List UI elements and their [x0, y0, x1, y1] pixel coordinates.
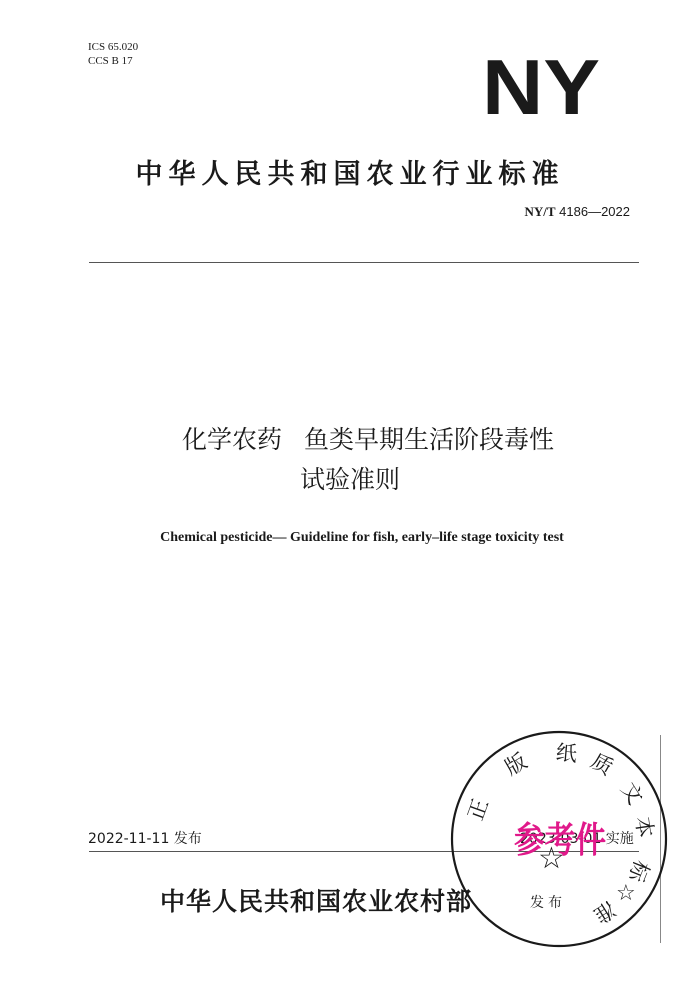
- seal-ring-char: 文: [616, 778, 648, 809]
- ics-code: ICS 65.020: [88, 41, 139, 53]
- seal-ring-char: 本: [630, 814, 658, 840]
- top-divider: [89, 262, 639, 263]
- issuing-authority-suffix: 发布: [530, 895, 566, 911]
- document-title-part1: 化学农药: [181, 425, 282, 454]
- reference-stamp-text: 参考件: [514, 820, 606, 861]
- standard-category-title: 中华人民共和国农业行业标准: [135, 159, 565, 190]
- seal-ring-char: 版: [500, 748, 532, 781]
- issuing-authority: 中华人民共和国农业农村部: [160, 887, 473, 916]
- svg-text:☆: ☆: [616, 881, 636, 906]
- svg-text:☆: ☆: [538, 841, 565, 876]
- standard-number-prefix: NY/T: [524, 204, 556, 219]
- seal-ring-char: 准: [589, 896, 620, 928]
- document-title-line2: 试验准则: [299, 465, 400, 494]
- implementation-date: 2023-03-01 实施: [520, 831, 634, 847]
- standard-number: [524, 204, 630, 220]
- reference-copy-stamp: [510, 808, 610, 868]
- document-title-line1: [0, 420, 700, 460]
- document-title: [0, 420, 700, 500]
- ccs-code: CCS B 17: [88, 55, 133, 67]
- classification-codes: [88, 40, 138, 68]
- seal-ring-char: 标: [623, 856, 654, 886]
- document-title-part2: 鱼类早期生活阶段毒性: [304, 425, 555, 454]
- seal-ring-char: 质: [586, 748, 618, 781]
- issue-date: 2022-11-11 发布: [88, 831, 202, 847]
- seal-ring-char: 纸: [554, 740, 579, 767]
- seal-ring-char: 正: [463, 795, 494, 824]
- english-title: Chemical pesticide— Guideline for fish, early–life stage toxicity test: [160, 530, 564, 545]
- ny-logo-text: NY: [482, 52, 600, 118]
- standard-number-value: 4186—2022: [559, 204, 630, 219]
- ny-logo: [480, 52, 602, 118]
